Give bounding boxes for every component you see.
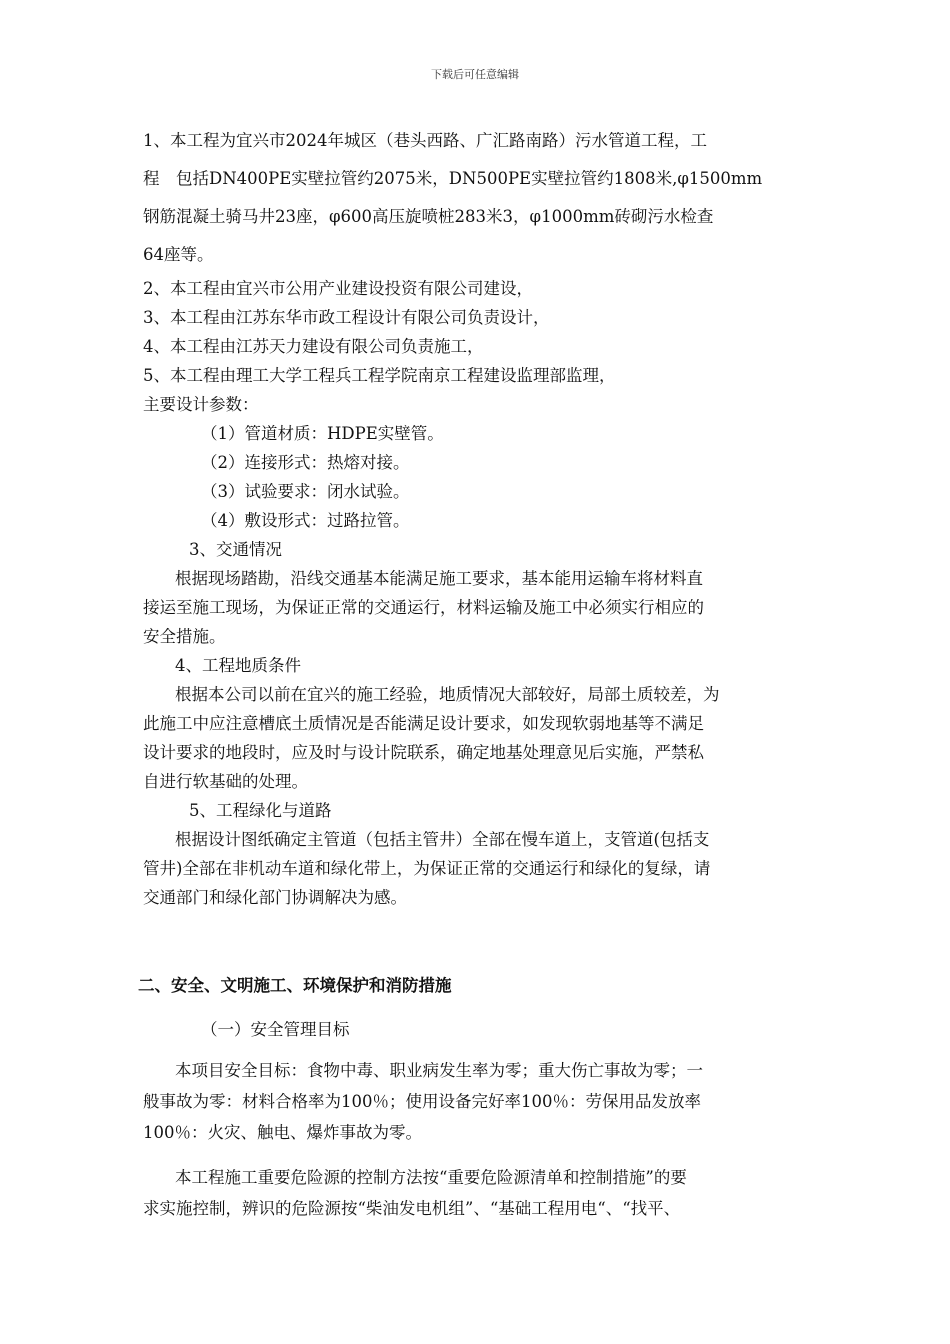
greening-heading: 5、工程绿化与道路	[189, 801, 332, 820]
geology-paragraph-line: 此施工中应注意槽底土质情况是否能满足设计要求，如发现软弱地基等不满足	[143, 714, 704, 733]
greening-paragraph-line: 管井)全部在非机动车道和绿化带上，为保证正常的交通运行和绿化的复绿，请	[143, 859, 711, 878]
item1-line: 钢筋混凝土骑马井23座，φ600高压旋喷桩283米3，φ1000mm砖砌污水检查	[143, 207, 714, 226]
item1-line: 1、本工程为宜兴市2024年城区（巷头西路、广汇路南路）污水管道工程，工	[143, 131, 707, 150]
traffic-paragraph-line: 安全措施。	[143, 627, 226, 646]
greening-paragraph-line: 交通部门和绿化部门协调解决为感。	[143, 888, 407, 907]
design-param: （4）敷设形式：过路拉管。	[201, 511, 410, 530]
spacer	[143, 1045, 819, 1055]
project-overview-item-1	[143, 122, 819, 274]
geology-paragraph-line: 根据本公司以前在宜兴的施工经验，地质情况大部较好，局部土质较差，为	[175, 685, 720, 704]
spacer	[143, 1148, 819, 1162]
safety-goal-line: 般事故为零：材料合格率为100％；使用设备完好率100％：劳保用品发放率	[143, 1092, 701, 1111]
document-body	[143, 122, 819, 912]
design-param: （1）管道材质：HDPE实壁管。	[201, 424, 444, 443]
safety-goal-line: 本项目安全目标：食物中毒、职业病发生率为零；重大伤亡事故为零；一	[175, 1061, 703, 1080]
section-2-body	[143, 1014, 819, 1224]
item1-line: 64座等。	[143, 245, 214, 264]
safety-goal-line: 100％：火灾、触电、爆炸事故为零。	[143, 1123, 422, 1142]
design-param: （2）连接形式：热熔对接。	[201, 453, 410, 472]
geology-paragraph-line: 自进行软基础的处理。	[143, 772, 308, 791]
project-item-3: 3、本工程由江苏东华市政工程设计有限公司负责设计，	[143, 308, 550, 327]
project-item-2: 2、本工程由宜兴市公用产业建设投资有限公司建设，	[143, 279, 533, 298]
design-param: （3）试验要求：闭水试验。	[201, 482, 410, 501]
item1-line: 程 包括DN400PE实壁拉管约2075米，DN500PE实壁拉管约1808米,φ1500mm	[143, 169, 763, 188]
traffic-paragraph-line: 根据现场踏勘，沿线交通基本能满足施工要求，基本能用运输车将材料直	[175, 569, 703, 588]
geology-heading: 4、工程地质条件	[175, 656, 301, 675]
hazard-control-line: 求实施控制，辨识的危险源按“柴油发电机组”、“基础工程用电“、“找平、	[143, 1199, 681, 1218]
page-header: 下载后可任意编辑	[431, 68, 519, 81]
hazard-control-line: 本工程施工重要危险源的控制方法按“重要危险源清单和控制措施”的要	[175, 1168, 687, 1187]
project-item-4: 4、本工程由江苏天力建设有限公司负责施工，	[143, 337, 484, 356]
safety-goal-subheading: （一）安全管理目标	[201, 1020, 350, 1039]
greening-paragraph-line: 根据设计图纸确定主管道（包括主管井）全部在慢车道上，支管道(包括支	[175, 830, 710, 849]
project-item-5: 5、本工程由理工大学工程兵工程学院南京工程建设监理部监理，	[143, 366, 616, 385]
geology-paragraph-line: 设计要求的地段时，应及时与设计院联系，确定地基处理意见后实施，严禁私	[143, 743, 704, 762]
design-params-title: 主要设计参数：	[143, 395, 259, 414]
section-2-title: 二、安全、文明施工、环境保护和消防措施	[138, 976, 452, 995]
traffic-paragraph-line: 接运至施工现场，为保证正常的交通运行，材料运输及施工中必须实行相应的	[143, 598, 704, 617]
traffic-heading: 3、交通情况	[189, 540, 282, 559]
